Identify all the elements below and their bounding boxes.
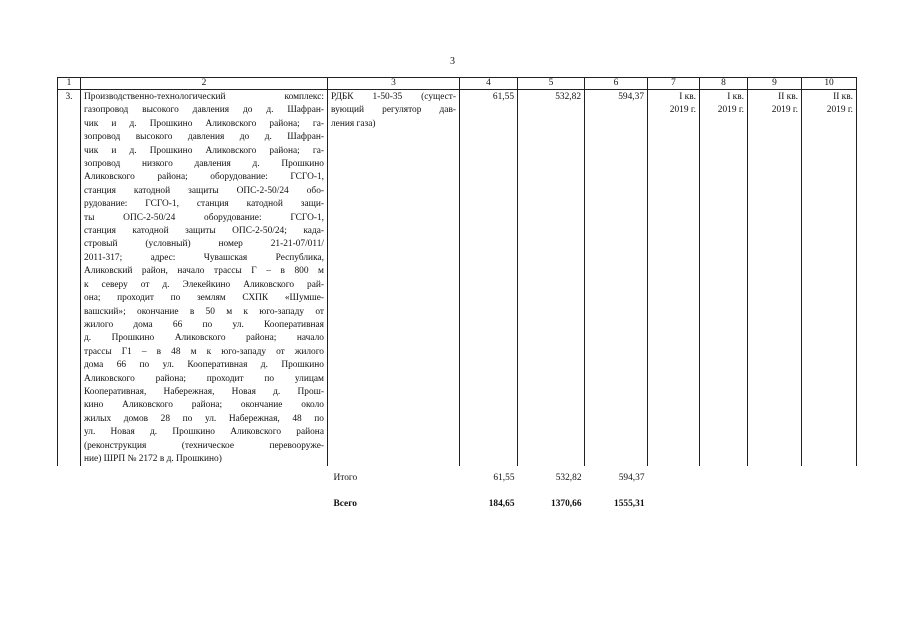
column-number: 9 (748, 78, 802, 90)
equipment-description (328, 90, 460, 467)
grand-total-col6: 1555,31 (614, 498, 645, 509)
column-number: 1 (58, 78, 81, 90)
quarter-label: II кв. (778, 92, 798, 102)
investment-table (57, 77, 857, 511)
description-line: Аликовский район, начало трассы Г – в 800 м (84, 266, 324, 277)
equipment-line: ления газа) (331, 118, 376, 129)
value-col5: 532,82 (518, 90, 585, 467)
page-number: 3 (450, 56, 455, 67)
table-row (58, 90, 857, 467)
description-line: Аликовского района; проходит по улицам (84, 373, 324, 384)
column-number: 7 (648, 78, 700, 90)
value-col6: 594,37 (585, 90, 648, 467)
description-line: жилого дома 66 по ул. Кооперативная (84, 319, 324, 330)
object-description (81, 90, 328, 467)
description-line: кино Аликовского района; окончание около (84, 400, 324, 411)
description-line: стровый (условный) номер 21-21-07/011/ (84, 239, 324, 250)
subtotal-col6: 594,37 (618, 473, 645, 484)
quarter-year: 2019 г. (669, 105, 696, 116)
grand-total-label: Всего (333, 498, 357, 509)
quarter-label: II кв. (833, 92, 853, 102)
equipment-line: вующий регулятор дав- (331, 105, 456, 116)
description-line: Кооперативная, Набережная, Новая д. Прош- (84, 386, 324, 397)
description-line: станция катодной защиты ОПС-2-50/24 обо- (84, 185, 324, 196)
grand-total-col5: 1370,66 (551, 498, 582, 509)
column-number-row (58, 78, 857, 90)
description-line: зопровод высокого давления до д. Шафран- (84, 132, 324, 143)
description-line: (реконструкция (техническое перевооруже- (84, 440, 324, 451)
description-line: рудование: ГСГО-1, станция катодной защи- (84, 199, 324, 210)
quarter-col7 (648, 90, 700, 467)
column-number: 8 (700, 78, 748, 90)
grand-total-row (58, 486, 857, 511)
equipment-line: РДБК 1-50-35 (сущест- (331, 92, 456, 102)
description-line: трассы Г1 – в 48 м к юго-западу от жилого (84, 346, 324, 357)
description-line: Производственно-технологический комплекс: (84, 92, 324, 102)
description-line: ты ОПС-2-50/24 оборудование: ГСГО-1, (84, 212, 324, 223)
quarter-year: 2019 г. (717, 105, 744, 116)
quarter-year: 2019 г. (771, 105, 798, 116)
description-line: зопровод низкого давления д. Прошкино (84, 159, 324, 170)
description-line: газопровод высокого давления до д. Шафран- (84, 105, 324, 116)
description-line: к северу от д. Элекейкино Аликовского рай- (84, 279, 324, 290)
description-line: чик и д. Прошкино Аликовского района; га- (84, 118, 324, 129)
subtotal-col4: 61,55 (493, 473, 515, 484)
description-line: она; проходит по землям СХПК «Шумше- (84, 293, 324, 304)
quarter-label: I кв. (679, 92, 696, 102)
quarter-year: 2019 г. (826, 105, 853, 116)
column-number: 2 (81, 78, 328, 90)
row-index: 3. (58, 90, 81, 467)
column-number: 3 (328, 78, 460, 90)
value-col4: 61,55 (460, 90, 518, 467)
description-line: вашский»; окончание в 50 м к юго-западу от (84, 306, 324, 317)
column-number: 6 (585, 78, 648, 90)
quarter-col9 (748, 90, 802, 467)
quarter-col8 (700, 90, 748, 467)
description-line: 2011-317; адрес: Чувашская Республика, (84, 252, 324, 263)
quarter-label: I кв. (727, 92, 744, 102)
description-line: чик и д. Прошкино Аликовского района; га- (84, 145, 324, 156)
subtotal-label: Итого (333, 473, 358, 484)
column-number: 5 (518, 78, 585, 90)
description-line: ние) ШРП № 2172 в д. Прошкино) (84, 453, 222, 464)
description-line: дома 66 по ул. Кооперативная д. Прошкино (84, 360, 324, 371)
description-line: Аликовского района; оборудование: ГСГО-1, (84, 172, 324, 183)
description-line: д. Прошкино Аликовского района; начало (84, 333, 324, 344)
description-line: станция катодной защиты ОПС-2-50/24; када- (84, 226, 324, 237)
quarter-col10 (802, 90, 857, 467)
subtotal-row (58, 466, 857, 485)
grand-total-col4: 184,65 (488, 498, 515, 509)
subtotal-col5: 532,82 (555, 473, 582, 484)
column-number: 10 (802, 78, 857, 90)
description-line: жилых домов 28 по ул. Набережная, 48 по (84, 413, 324, 424)
description-line: ул. Новая д. Прошкино Аликовского района (84, 427, 324, 438)
column-number: 4 (460, 78, 518, 90)
